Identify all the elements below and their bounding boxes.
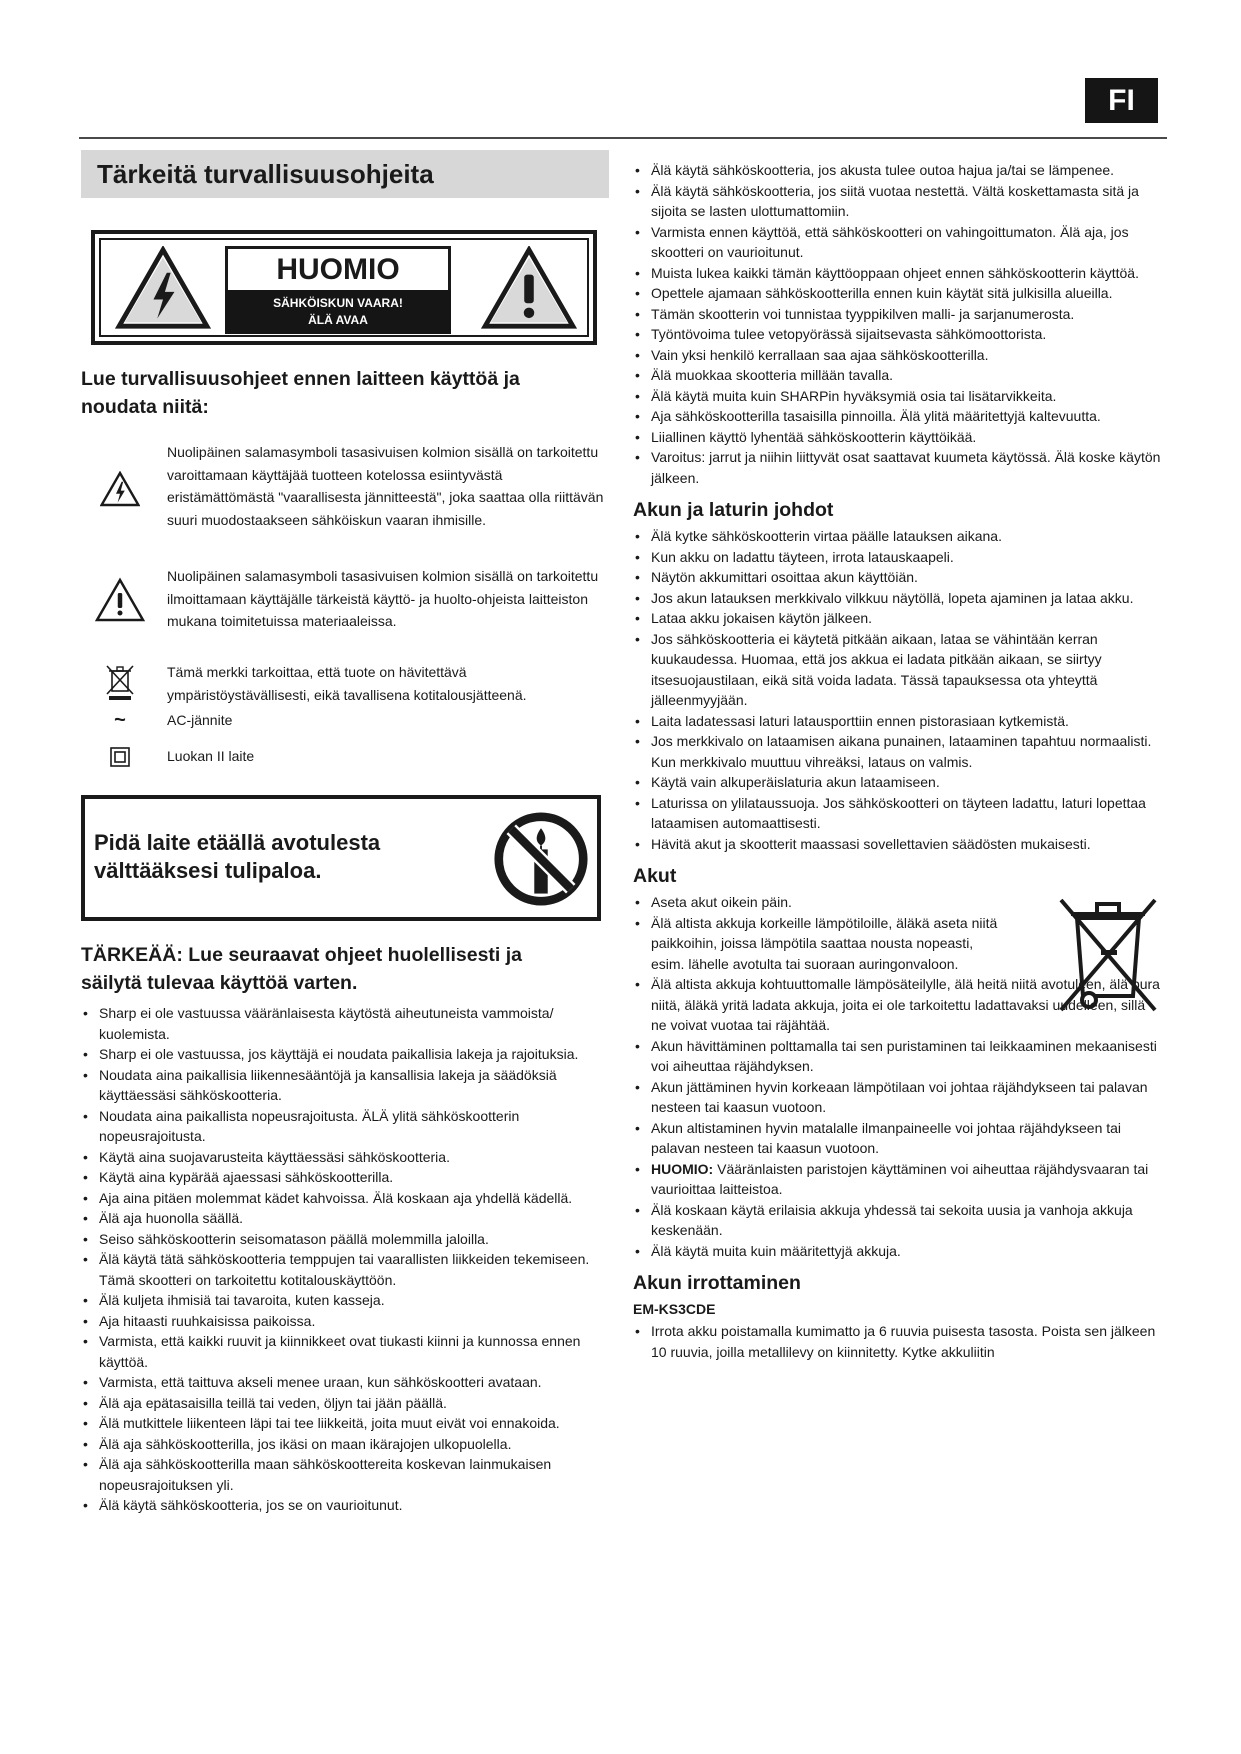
- read-heading-line-2: noudata niitä:: [81, 396, 209, 418]
- weee-bin-icon: [104, 663, 136, 701]
- list-item: • Älä altista akkuja kohtuuttomalle lämpösäteilylle, älä heitä niitä avotuleen, älä pura niitä, äläkä yritä ladata akkuja, joita ei ole tarkoitettu ladattavaksi uudelleen, sillä ne voivat vuotaa tai räjähtää.: [633, 974, 1163, 1036]
- right-bullet-list: [633, 160, 1163, 488]
- ac-symbol-icon: ~: [114, 709, 126, 731]
- list-item: • Akun altistaminen hyvin matalalle ilmanpaineelle voi johtaa räjähdykseen tai palavan nesteen tai kaasun vuotoon.: [633, 1118, 1163, 1159]
- list-item: • Älä käytä sähköskootteria, jos se on vaurioitunut.: [81, 1495, 601, 1516]
- list-item: • Varoitus: jarrut ja niihin liittyvät osat saattavat kuumeta käytössä. Älä koske käytön jälkeen.: [633, 447, 1163, 488]
- fire-warning-line-2: välttääksesi tulipaloa.: [94, 858, 322, 883]
- caution-line-1: SÄHKÖISKUN VAARA!: [273, 296, 403, 310]
- list-item: • Varmista ennen käyttöä, että sähköskootteri on vahingoittumaton. Älä aja, jos skootteri on vaurioitunut.: [633, 222, 1163, 263]
- list-item: • Aja sähköskootterilla tasaisilla pinnoilla. Älä ylitä määritettyjä kaltevuutta.: [633, 406, 1163, 427]
- section-heading-remove: Akun irrottaminen: [633, 1272, 801, 1294]
- list-item: • Jos sähköskootteria ei käytetä pitkään aikaan, lataa se vähintään kerran kuukaudessa. Huomaa, että jos akkua ei ladata pitkään aikaan, se siirtyy itsesuojaustilaan, eikä sitä voida ladata. Tässä tapauksessa ota yhteyttä jälleenmyyjään.: [633, 629, 1163, 711]
- symbol-text: Nuolipäinen salamasymboli tasasivuisen kolmion sisällä on tarkoitettu ilmoittamaan käyttäjälle tärkeistä käyttö- ja huolto-ohjeista laitteiston mukana toimitetuissa materiaaleissa.: [167, 568, 599, 629]
- read-heading: [81, 365, 609, 421]
- list-item: • Lataa akku jokaisen käytön jälkeen.: [633, 608, 1163, 629]
- caution-text-inline: Vääränlaisten paristojen käyttäminen voi aiheuttaa räjähdysvaaran tai vaurioittaa laitteistoa.: [651, 1160, 1149, 1197]
- left-column: [81, 150, 609, 1516]
- important-heading-line-2: säilytä tulevaa käyttöä varten.: [81, 972, 358, 994]
- symbol-text: AC-jännite: [167, 712, 233, 728]
- list-item: • Hävitä akut ja skootterit maassasi sovellettavien säädösten mukaisesti.: [633, 834, 1163, 855]
- model-label: EM-KS3CDE: [633, 1301, 716, 1317]
- list-item: • Sharp ei ole vastuussa, jos käyttäjä ei noudata paikallisia lakeja ja rajoituksia.: [81, 1044, 601, 1065]
- list-item: • Varmista, että taittuva akseli menee uraan, kun sähköskootteri avataan.: [81, 1372, 601, 1393]
- symbol-text: Nuolipäinen salamasymboli tasasivuisen kolmion sisällä on tarkoitettu varoittamaan käyttäjää tuotteen kotelossa esiintyvästä eristämättömästä "vaarallisesta jännitteestä", joka saattaa olla riittävän suuri muodostaakseen sähköiskun vaaran ihmisille.: [167, 444, 604, 528]
- symbol-row: [81, 661, 609, 707]
- list-item: • Varmista, että kaikki ruuvit ja kiinnikkeet ovat tiukasti kiinni ja kunnossa ennen käyttöä.: [81, 1331, 601, 1372]
- list-item: • Käytä aina suojavarusteita käyttäessäsi sähköskootteria.: [81, 1147, 601, 1168]
- list-item: • Seiso sähköskootterin seisomatason päällä molemmilla jaloilla.: [81, 1229, 601, 1250]
- fire-warning-text: [94, 829, 380, 885]
- section-heading-batteries: Akut: [633, 865, 677, 887]
- battery-bullet-list-continued: [633, 974, 1163, 1261]
- language-badge: FI: [1085, 78, 1158, 123]
- list-item: • Jos merkkivalo on lataamisen aikana punainen, lataaminen tapahtuu normaalisti. Kun merkkivalo muuttuu vihreäksi, lataus on valmis.: [633, 731, 1163, 772]
- list-item: • Kun akku on ladattu täyteen, irrota latauskaapeli.: [633, 547, 1163, 568]
- list-item: • Tämän skootterin voi tunnistaa tyyppikilven malli- ja sarjanumerosta.: [633, 304, 1163, 325]
- list-item: • Älä käytä tätä sähköskootteria temppujen tai vaarallisten liikkeiden tekemiseen. Tämä skootteri on tarkoitettu kotitalouskäyttöön.: [81, 1249, 601, 1290]
- list-item: • Älä käytä muita kuin SHARPin hyväksymiä osia tai lisätarvikkeita.: [633, 386, 1163, 407]
- list-item: • Noudata aina paikallisia liikennesääntöjä ja kansallisia lakeja ja säädöksiä käyttäessäsi sähköskootteria.: [81, 1065, 601, 1106]
- section-heading-charger: Akun ja laturin johdot: [633, 499, 834, 521]
- caution-label: [91, 230, 597, 345]
- list-item: • Opettele ajamaan sähköskootterilla ennen kuin käytät sitä julkisilla alueilla.: [633, 283, 1163, 304]
- list-item: • Työntövoima tulee vetopyörässä sijaitsevasta sähkömoottorista.: [633, 324, 1163, 345]
- symbol-text: Tämä merkki tarkoittaa, että tuote on hävitettävä ympäristöystävällisesti, eikä tavallisena kotitalousjätteenä.: [167, 664, 527, 703]
- left-bullet-list: [81, 1003, 601, 1516]
- exclamation-triangle-icon: [481, 246, 577, 330]
- read-heading-line-1: Lue turvallisuusohjeet ennen laitteen käyttöä ja: [81, 368, 520, 390]
- important-heading-line-1: TÄRKEÄÄ: Lue seuraavat ohjeet huolellisesti ja: [81, 944, 523, 966]
- list-item: • Aja aina pitäen molemmat kädet kahvoissa. Älä koskaan aja yhdellä kädellä.: [81, 1188, 601, 1209]
- list-item: [633, 1159, 1163, 1200]
- fire-warning-line-1: Pidä laite etäällä avotulesta: [94, 830, 381, 855]
- list-item: • Älä aja epätasaisilla teillä tai veden, öljyn tai jään päällä.: [81, 1393, 601, 1414]
- list-item: • Älä aja sähköskootterilla maan sähköskoottereita koskevan lainmukaisen nopeusrajoituksen yli.: [81, 1454, 601, 1495]
- list-item: • Sharp ei ole vastuussa vääränlaisesta käytöstä aiheutuneista vammoista/ kuolemista.: [81, 1003, 601, 1044]
- right-column: [633, 160, 1163, 1362]
- important-heading: [81, 941, 609, 997]
- list-item: • Irrota akku poistamalla kumimatto ja 6 ruuvia puisesta tasosta. Poista sen jälkeen 10 ruuvia, joilla metallilevy on kiinnitetty. Kytke akkuliitin: [633, 1321, 1163, 1362]
- list-item: • Akun hävittäminen polttamalla tai sen puristaminen tai leikkaaminen mekaanisesti voi aiheuttaa räjähdyksen.: [633, 1036, 1163, 1077]
- list-item: • Älä mutkittele liikenteen läpi tai tee liikkeitä, joita muut eivät voi ennakoida.: [81, 1413, 601, 1434]
- exclamation-triangle-icon: [95, 577, 145, 623]
- list-item: • Aseta akut oikein päin.: [633, 892, 1003, 913]
- caution-title: HUOMIO: [225, 246, 451, 294]
- list-item: • Jos akun latauksen merkkivalo vilkkuu näytöllä, lopeta ajaminen ja lataa akku.: [633, 588, 1163, 609]
- list-item: • Vain yksi henkilö kerrallaan saa ajaa sähköskootterilla.: [633, 345, 1163, 366]
- battery-bullet-list: [633, 892, 1003, 974]
- list-item: • Älä altista akkuja korkeille lämpötiloille, äläkä aseta niitä paikkoihin, joissa lämpötila saattaa nousta nopeasti, esim. lähelle avotulta tai suoraan auringonvaloon.: [633, 913, 1003, 975]
- list-item: • Näytön akkumittari osoittaa akun käyttöiän.: [633, 567, 1163, 588]
- list-item: • Laita ladatessasi laturi latausporttiin ennen pistorasiaan kytkemistä.: [633, 711, 1163, 732]
- symbol-text: Luokan II laite: [167, 748, 255, 764]
- no-open-flame-icon: [493, 811, 589, 907]
- list-item: • Älä muokkaa skootteria millään tavalla.: [633, 365, 1163, 386]
- remove-bullet-list: [633, 1321, 1163, 1362]
- list-item: • Käytä vain alkuperäislaturia akun lataamiseen.: [633, 772, 1163, 793]
- list-item: • Liiallinen käyttö lyhentää sähköskootterin käyttöikää.: [633, 427, 1163, 448]
- list-item: • Älä aja sähköskootterilla, jos ikäsi on maan ikärajojen ulkopuolella.: [81, 1434, 601, 1455]
- page-title: Tärkeitä turvallisuusohjeita: [81, 150, 609, 198]
- symbol-row: [81, 441, 609, 557]
- list-item: • Aja hitaasti ruuhkaisissa paikoissa.: [81, 1311, 601, 1332]
- list-item: • Laturissa on ylilataussuoja. Jos sähköskootteri on täyteen ladattu, laturi lopettaa lataamisen automaattisesti.: [633, 793, 1163, 834]
- symbol-list: [81, 441, 609, 779]
- class-ii-icon: [110, 747, 130, 767]
- caution-label-inline: HUOMIO:: [651, 1160, 714, 1177]
- lightning-triangle-icon: [100, 471, 140, 507]
- list-item: • Akun jättäminen hyvin korkeaan lämpötilaan voi johtaa räjähdykseen tai palavan nesteen tai kaasun vuotoon.: [633, 1077, 1163, 1118]
- caution-line-2: ÄLÄ AVAA: [308, 313, 368, 327]
- list-item: • Älä kuljeta ihmisiä tai tavaroita, kuten kasseja.: [81, 1290, 601, 1311]
- list-item: • Muista lukea kaikki tämän käyttöoppaan ohjeet ennen sähköskootterin käyttöä.: [633, 263, 1163, 284]
- list-item: • Älä käytä sähköskootteria, jos siitä vuotaa nestettä. Vältä koskettamasta sitä ja sijoita se lasten ulottumattomiin.: [633, 181, 1163, 222]
- fire-warning-box: [81, 795, 601, 921]
- lightning-triangle-icon: [115, 246, 211, 330]
- caution-subtitle: [225, 290, 451, 334]
- header-rule: [79, 137, 1167, 139]
- list-item: • Älä aja huonolla säällä.: [81, 1208, 601, 1229]
- list-item: • Älä käytä muita kuin määritettyjä akkuja.: [633, 1241, 1163, 1262]
- symbol-row: [81, 745, 609, 779]
- list-item: • Älä koskaan käytä erilaisia akkuja yhdessä tai sekoita uusia ja vanhoja akkuja keskenään.: [633, 1200, 1163, 1241]
- list-item: • Älä kytke sähköskootterin virtaa päälle latauksen aikana.: [633, 526, 1163, 547]
- batteries-section: [633, 892, 1163, 1261]
- list-item: • Käytä aina kypärää ajaessasi sähköskootterilla.: [81, 1167, 601, 1188]
- charger-bullet-list: [633, 526, 1163, 854]
- symbol-row: [81, 565, 609, 657]
- list-item: • Noudata aina paikallista nopeusrajoitusta. ÄLÄ ylitä sähköskootterin nopeusrajoitusta.: [81, 1106, 601, 1147]
- symbol-row: [81, 709, 609, 745]
- list-item: • Älä käytä sähköskootteria, jos akusta tulee outoa hajua ja/tai se lämpenee.: [633, 160, 1163, 181]
